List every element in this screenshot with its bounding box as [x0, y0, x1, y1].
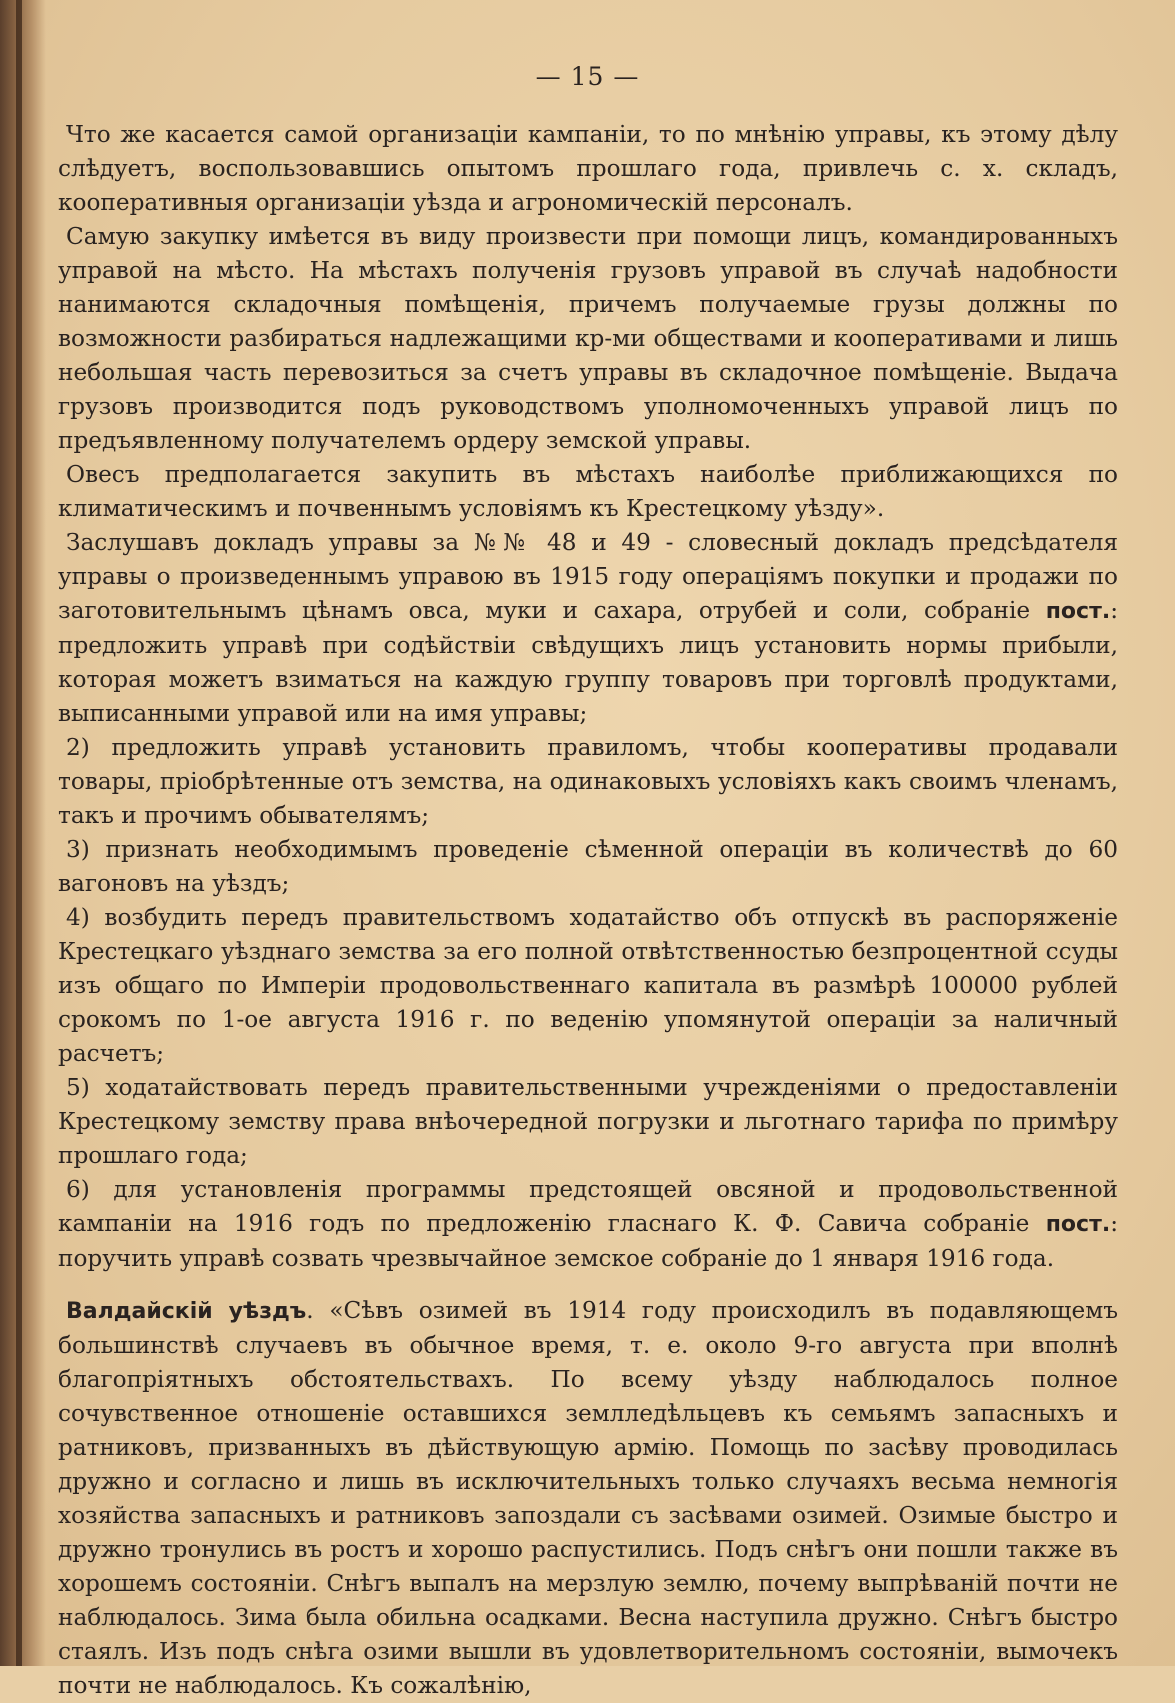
item-6-text-after: : поручить управѣ созвать чрезвычайное земское собраніе до 1 января 1916 года.: [58, 1210, 1118, 1272]
body-text: [58, 118, 1118, 1703]
section-heading-valdai: Валдайскій уѣздъ: [66, 1299, 307, 1324]
book-binding-edge: [16, 0, 22, 1666]
paragraph-campaign-organization: Что же касается самой организаціи кампаніи, то по мнѣнію управы, къ этому дѣлу слѣдуетъ, воспользовавшись опытомъ прошлаго года, привлечь с. х. складъ, кооперативныя организаціи уѣзда и агрономическій персоналъ.: [58, 121, 1118, 216]
page-number: — 15 —: [535, 62, 640, 91]
paragraph-item-2: 2) предложить управѣ установить правиломъ, чтобы кооперативы продавали товары, пріобрѣтенные отъ земства, на одинаковыхъ условіяхъ какъ своимъ членамъ, такъ и прочимъ обывателямъ;: [58, 734, 1118, 829]
paragraph-item-4: 4) возбудить передъ правительствомъ ходатайство объ отпускѣ въ распоряженіе Крестецкаго уѣзднаго земства за его полной отвѣтственностью безпроцентной ссуды изъ общаго по Имперіи продовольственнаго капитала въ размѣрѣ 100000 рублей срокомъ по 1-ое августа 1916 г. по веденію упомянутой операціи за наличный расчетъ;: [58, 904, 1118, 1067]
paragraph-purchase-method: Самую закупку имѣется въ виду произвести при помощи лицъ, командированныхъ управой на мѣсто. На мѣстахъ полученія грузовъ управой въ случаѣ надобности нанимаются складочныя помѣщенія, причемъ получаемые грузы должны по возможности разбираться надлежащими кр-ми обществами и кооперативами и лишь небольшая часть перевозиться за счетъ управы въ складочное помѣщеніе. Выдача грузовъ производится подъ руководствомъ уполномоченныхъ управой лицъ по предъявленному получателемъ ордеру земской управы.: [58, 223, 1118, 454]
paragraph-oats-purchase: Овесъ предполагается закупить въ мѣстахъ наиболѣе приближающихся по климатическимъ и почвеннымъ условіямъ къ Крестецкому уѣзду».: [58, 461, 1118, 522]
item-6-post-label: пост.: [1045, 1212, 1111, 1237]
resolution-post-label: пост.: [1045, 599, 1111, 624]
paragraph-valdai-section: [58, 1294, 1118, 1703]
section-text-valdai: . «Сѣвъ озимей въ 1914 году происходилъ въ подавляющемъ большинствѣ случаевъ въ обычное время, т. е. около 9-го августа при вполнѣ благопріятныхъ обстоятельствахъ. По всему уѣзду наблюдалось полное сочувственное отношеніе оставшихся землледѣльцевъ къ семьямъ запасныхъ и ратниковъ, призванныхъ въ дѣйствующую армію. Помощь по засѣву проводилась дружно и согласно и лишь въ исключительныхъ только случаяхъ весьма немногія хозяйства запасныхъ и ратниковъ запоздали съ засѣвами озимей. Озимые быстро и дружно тронулись въ ростъ и хорошо распустились. Подъ снѣгъ они пошли также въ хорошемъ состояніи. Снѣгъ выпалъ на мерзлую землю, почему выпрѣваній почти не наблюдалось. Зима была обильна осадками. Весна наступила дружно. Снѣгъ быстро стаялъ. Изъ подъ снѣга озими вышли въ удовлетворительномъ состояніи, вымочекъ почти не наблюдалось. Къ сожалѣнію,: [58, 1297, 1118, 1699]
section-spacer: [58, 1276, 1118, 1294]
book-binding-shadow: [0, 0, 46, 1666]
paragraph-resolution: [58, 526, 1118, 731]
resolution-text-after: : предложить управѣ при содѣйствіи свѣдущихъ лицъ установить нормы прибыли, которая можетъ взиматься на каждую группу товаровъ при торговлѣ продуктами, выписанными управой или на имя управы;: [58, 597, 1118, 727]
resolution-text-before: Заслушавъ докладъ управы за №№ 48 и 49 - словесный докладъ предсѣдателя управы о произведеннымъ управою въ 1915 году операціямъ покупки и продажи по заготовительнымъ цѣнамъ овса, муки и сахара, отрубей и соли, собраніе: [58, 529, 1118, 624]
paragraph-item-5: 5) ходатайствовать передъ правительственными учрежденіями о предоставленіи Крестецкому земству права внѣочередной погрузки и льготнаго тарифа по примѣру прошлаго года;: [58, 1074, 1118, 1169]
paragraph-item-3: 3) признать необходимымъ проведеніе сѣменной операціи въ количествѣ до 60 вагоновъ на уѣздъ;: [58, 836, 1118, 897]
paragraph-item-6: [58, 1173, 1118, 1276]
item-6-text-before: 6) для установленія программы предстоящей овсяной и продовольственной кампаніи на 1916 годъ по предложенію гласнаго К. Ф. Савича собраніе: [58, 1176, 1118, 1237]
